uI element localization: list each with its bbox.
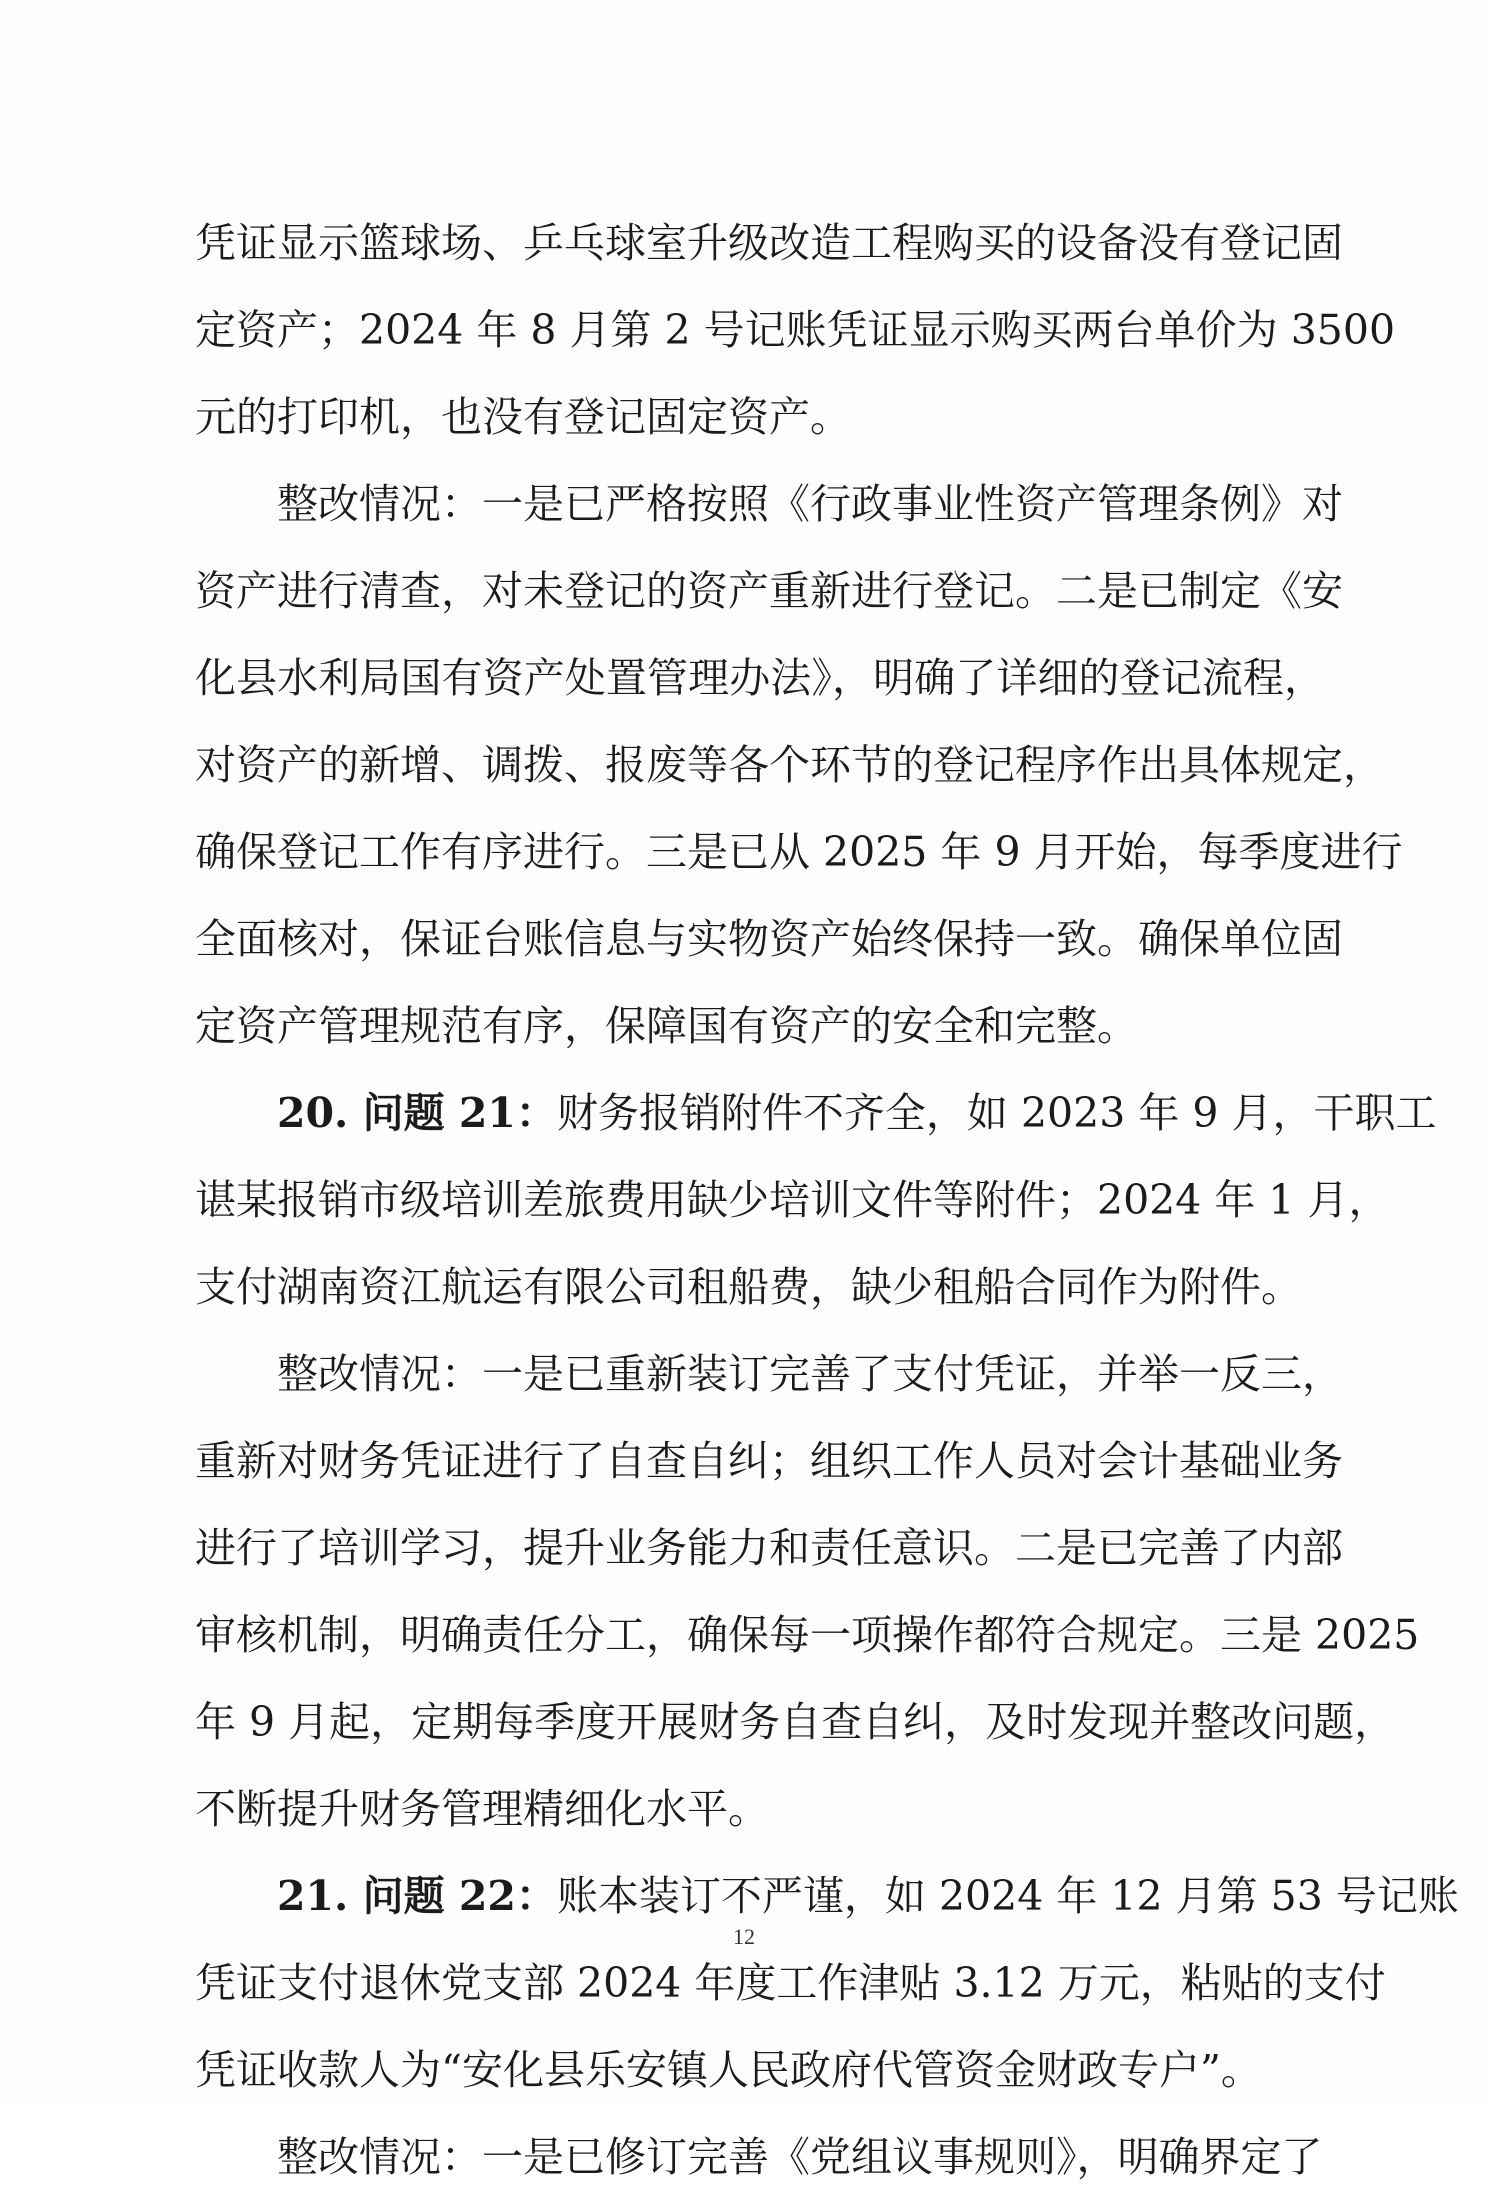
paragraph-first-line: 整改情况：一是已严格按照《行政事业性资产管理条例》对 (277, 480, 1343, 528)
text-line: 全面核对，保证台账信息与实物资产始终保持一致。确保单位固 (195, 915, 1343, 963)
paragraph-first-line: 整改情况：一是已修订完善《党组议事规则》，明确界定了 (277, 2133, 1323, 2181)
text-line: 定资产；2024 年 8 月第 2 号记账凭证显示购买两台单价为 3500 (195, 306, 1396, 354)
text-line: 确保登记工作有序进行。三是已从 2025 年 9 月开始，每季度进行 (195, 828, 1403, 876)
text-line: 对资产的新增、调拨、报废等各个环节的登记程序作出具体规定， (195, 741, 1384, 789)
text-line: 重新对财务凭证进行了自查自纠；组织工作人员对会计基础业务 (195, 1437, 1343, 1485)
document-body (195, 200, 1459, 2201)
issue-22-heading: 21. 问题 22： (277, 1872, 557, 1920)
issue-21-heading: 20. 问题 21： (277, 1089, 557, 1137)
text-line: 不断提升财务管理精细化水平。 (195, 1785, 769, 1833)
text-line: 定资产管理规范有序，保障国有资产的安全和完整。 (195, 1002, 1138, 1050)
text-line: 支付湖南资江航运有限公司租船费，缺少租船合同作为附件。 (195, 1263, 1302, 1311)
issue-21-text: 财务报销附件不齐全，如 2023 年 9 月，干职工 (556, 1089, 1437, 1137)
text-line: 资产进行清查，对未登记的资产重新进行登记。二是已制定《安 (195, 567, 1343, 615)
paragraph-first-line: 整改情况：一是已重新装订完善了支付凭证，并举一反三， (277, 1350, 1343, 1398)
text-line: 审核机制，明确责任分工，确保每一项操作都符合规定。三是 2025 (195, 1611, 1420, 1659)
text-line: 进行了培训学习，提升业务能力和责任意识。二是已完善了内部 (195, 1524, 1343, 1572)
text-line: 化县水利局国有资产处置管理办法》，明确了详细的登记流程， (195, 654, 1325, 702)
text-line: 凭证显示篮球场、乒乓球室升级改造工程购买的设备没有登记固 (195, 219, 1343, 267)
issue-22-text: 账本装订不严谨，如 2024 年 12 月第 53 号记账 (556, 1872, 1459, 1920)
page-number: 12 (733, 1924, 755, 1949)
text-line: 凭证支付退休党支部 2024 年度工作津贴 3.12 万元，粘贴的支付 (195, 1959, 1386, 2007)
text-line: 年 9 月起，定期每季度开展财务自查自纠，及时发现并整改问题， (195, 1698, 1396, 1746)
text-line: 谌某报销市级培训差旅费用缺少培训文件等附件；2024 年 1 月， (195, 1176, 1390, 1224)
text-line: 元的打印机，也没有登记固定资产。 (195, 393, 851, 441)
text-line: 凭证收款人为“安化县乐安镇人民政府代管资金财政专户”。 (195, 2046, 1262, 2094)
issue-21-first-line (195, 1070, 1437, 1157)
